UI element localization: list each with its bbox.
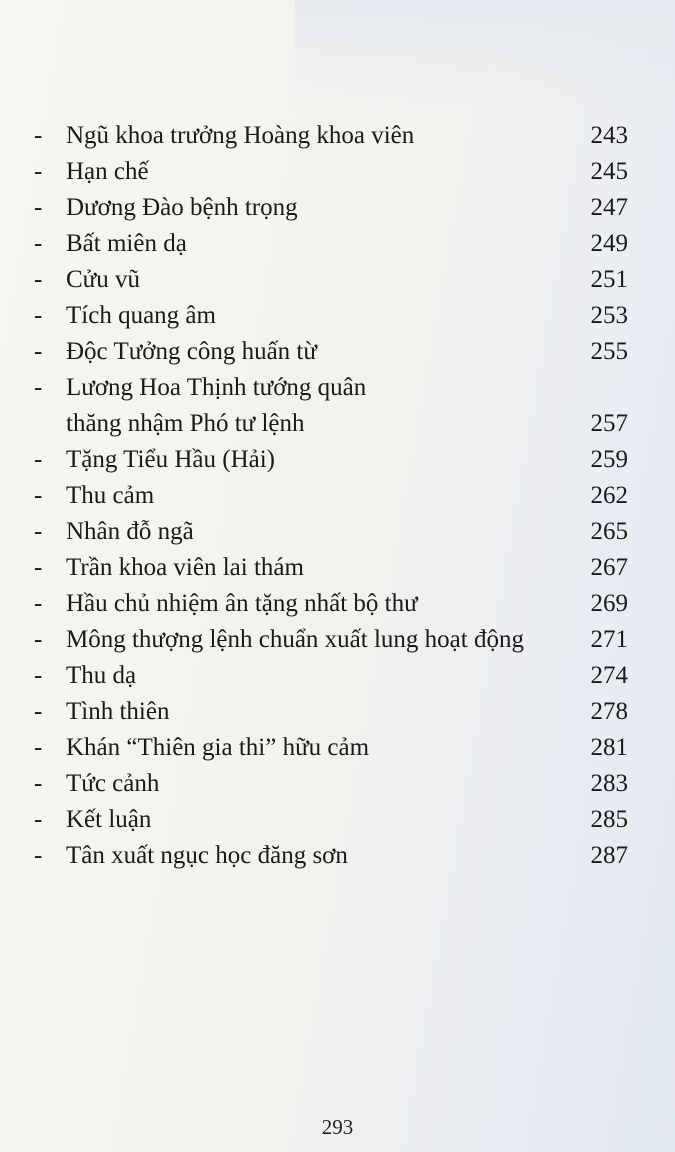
toc-entry bbox=[0, 154, 675, 190]
entry-dash: - bbox=[34, 302, 43, 329]
entry-title: Tặng Tiểu Hầu (Hải) bbox=[66, 446, 275, 473]
entry-title: Trần khoa viên lai thám bbox=[66, 554, 304, 581]
entry-dash: - bbox=[34, 158, 43, 185]
toc-entry bbox=[0, 226, 675, 262]
entry-page-number: 271 bbox=[590, 626, 628, 653]
toc-entry bbox=[0, 514, 675, 550]
toc-entry bbox=[0, 262, 675, 298]
entry-page-number: 243 bbox=[590, 122, 628, 149]
entry-dash: - bbox=[34, 770, 43, 797]
page-number: 293 bbox=[321, 1115, 354, 1139]
toc-entry bbox=[0, 730, 675, 766]
entry-title: Nhân đỗ ngã bbox=[66, 518, 194, 545]
entry-title: Thu dạ bbox=[66, 662, 137, 689]
entry-title: Tình thiên bbox=[66, 698, 170, 725]
toc-entry bbox=[0, 694, 675, 730]
entry-dash: - bbox=[34, 446, 43, 473]
entry-title: Lương Hoa Thịnh tướng quân bbox=[66, 374, 367, 401]
entry-title: Dương Đào bệnh trọng bbox=[66, 194, 298, 221]
entry-dash: - bbox=[34, 518, 43, 545]
entry-page-number: 265 bbox=[590, 518, 628, 545]
toc-entry bbox=[0, 298, 675, 334]
toc-entry bbox=[0, 622, 675, 658]
toc-entry bbox=[0, 370, 675, 406]
entry-page-number: 287 bbox=[590, 842, 628, 869]
entry-title: Tân xuất ngục học đăng sơn bbox=[66, 842, 348, 869]
toc-entry bbox=[0, 766, 675, 802]
entry-dash: - bbox=[34, 266, 43, 293]
toc-entry-continuation bbox=[0, 406, 675, 442]
entry-title: Bất miên dạ bbox=[66, 230, 187, 257]
toc-entry bbox=[0, 658, 675, 694]
entry-page-number: 245 bbox=[590, 158, 628, 185]
toc-entry bbox=[0, 550, 675, 586]
entry-dash: - bbox=[34, 662, 43, 689]
entry-title: Độc Tưởng công huấn từ bbox=[66, 338, 317, 365]
entry-dash: - bbox=[34, 734, 43, 761]
entry-page-number: 247 bbox=[590, 194, 628, 221]
toc-entry bbox=[0, 334, 675, 370]
toc-entry bbox=[0, 478, 675, 514]
entry-page-number: 259 bbox=[590, 446, 628, 473]
entry-dash: - bbox=[34, 482, 43, 509]
entry-page-number: 283 bbox=[590, 770, 628, 797]
entry-dash: - bbox=[34, 698, 43, 725]
entry-title: Mông thượng lệnh chuẩn xuất lung hoạt động bbox=[66, 626, 524, 653]
entry-page-number: 274 bbox=[590, 662, 628, 689]
toc-entry bbox=[0, 586, 675, 622]
entry-page-number: 285 bbox=[590, 806, 628, 833]
entry-title: thăng nhậm Phó tư lệnh bbox=[66, 410, 305, 437]
entry-page-number: 253 bbox=[590, 302, 628, 329]
entry-dash: - bbox=[34, 122, 43, 149]
entry-title: Cửu vũ bbox=[66, 266, 140, 293]
entry-page-number: 267 bbox=[590, 554, 628, 581]
entry-title: Hạn chế bbox=[66, 158, 149, 185]
entry-dash: - bbox=[34, 230, 43, 257]
toc-entry bbox=[0, 442, 675, 478]
entry-dash: - bbox=[34, 374, 43, 401]
toc-entry bbox=[0, 118, 675, 154]
entry-title: Tức cảnh bbox=[66, 770, 160, 797]
entry-page-number: 262 bbox=[590, 482, 628, 509]
toc-entry bbox=[0, 190, 675, 226]
entry-title: Khán “Thiên gia thi” hữu cảm bbox=[66, 734, 370, 761]
entry-title: Ngũ khoa trưởng Hoàng khoa viên bbox=[66, 122, 415, 149]
entry-page-number: 257 bbox=[590, 410, 628, 437]
entry-title: Thu cảm bbox=[66, 482, 155, 509]
entry-dash: - bbox=[34, 194, 43, 221]
entry-dash: - bbox=[34, 338, 43, 365]
entry-page-number: 281 bbox=[590, 734, 628, 761]
entry-title: Kết luận bbox=[66, 806, 152, 833]
toc-entry bbox=[0, 838, 675, 874]
entry-title: Hầu chủ nhiệm ân tặng nhất bộ thư bbox=[66, 590, 418, 617]
entry-page-number: 278 bbox=[590, 698, 628, 725]
entry-dash: - bbox=[34, 590, 43, 617]
entry-dash: - bbox=[34, 626, 43, 653]
entry-page-number: 249 bbox=[590, 230, 628, 257]
entry-dash: - bbox=[34, 554, 43, 581]
entry-page-number: 255 bbox=[590, 338, 628, 365]
entry-page-number: 269 bbox=[590, 590, 628, 617]
entry-page-number: 251 bbox=[590, 266, 628, 293]
entry-dash: - bbox=[34, 806, 43, 833]
entry-title: Tích quang âm bbox=[66, 302, 216, 329]
toc-entry bbox=[0, 802, 675, 838]
entry-dash: - bbox=[34, 842, 43, 869]
